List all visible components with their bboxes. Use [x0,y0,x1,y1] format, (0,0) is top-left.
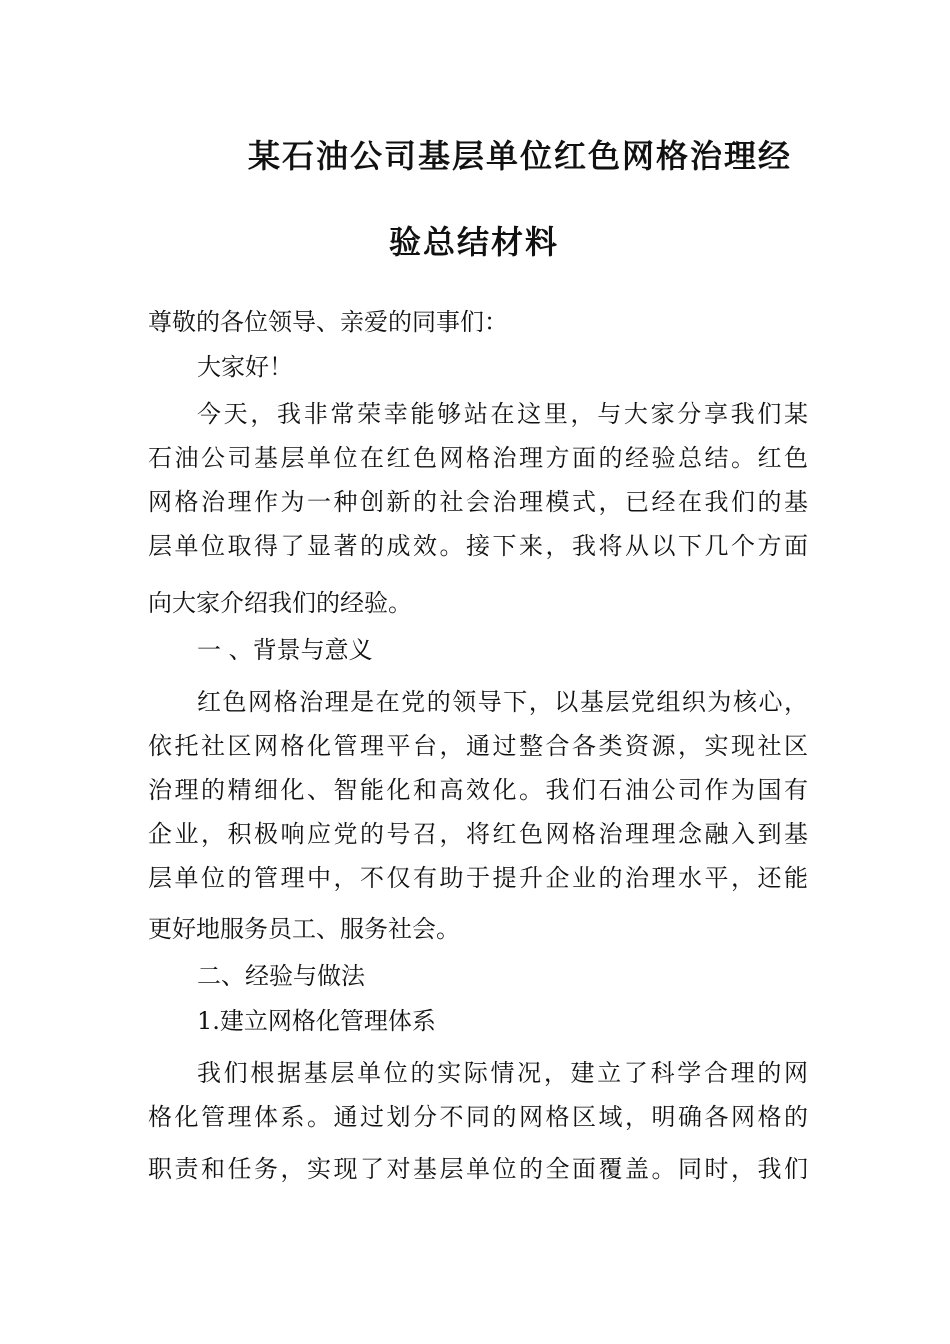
paragraph-3-line: 职责和任务，实现了对基层单位的全面覆盖。同时，我们 [148,1155,808,1183]
paragraph-3-line: 我们根据基层单位的实际情况，建立了科学合理的网 [197,1059,808,1087]
paragraph-1-line: 向大家介绍我们的经验。 [148,589,412,617]
document-title-line-1: 某石油公司基层单位红色网格治理经 [248,137,793,175]
paragraph-1-line: 今天，我非常荣幸能够站在这里，与大家分享我们某 [197,400,808,428]
paragraph-2-line: 依托社区网格化管理平台，通过整合各类资源，实现社区 [148,732,808,760]
paragraph-1-line: 网格治理作为一种创新的社会治理模式，已经在我们的基 [148,488,808,516]
document-title-line-2: 验总结材料 [389,223,560,261]
section-heading-background: 一 、背景与意义 [197,636,373,664]
paragraph-2-line: 治理的精细化、智能化和高效化。我们石油公司作为国有 [148,776,808,804]
paragraph-2-line: 红色网格治理是在党的领导下，以基层党组织为核心， [197,688,808,716]
paragraph-1-line: 石油公司基层单位在红色网格治理方面的经验总结。红色 [148,444,808,472]
paragraph-2-line: 更好地服务员工、服务社会。 [148,915,460,943]
salutation: 尊敬的各位领导、亲爱的同事们： [148,308,508,336]
paragraph-3-line: 格化管理体系。通过划分不同的网格区域，明确各网格的 [148,1103,808,1131]
paragraph-1-line: 层单位取得了显著的成效。接下来，我将从以下几个方面 [148,532,808,560]
section-heading-experience: 二、经验与做法 [197,962,365,990]
subsection-heading-grid-system: 1.建立网格化管理体系 [197,1007,436,1035]
paragraph-2-line: 层单位的管理中，不仅有助于提升企业的治理水平，还能 [148,864,808,892]
greeting: 大家好！ [197,353,293,381]
paragraph-2-line: 企业，积极响应党的号召，将红色网格治理理念融入到基 [148,820,808,848]
